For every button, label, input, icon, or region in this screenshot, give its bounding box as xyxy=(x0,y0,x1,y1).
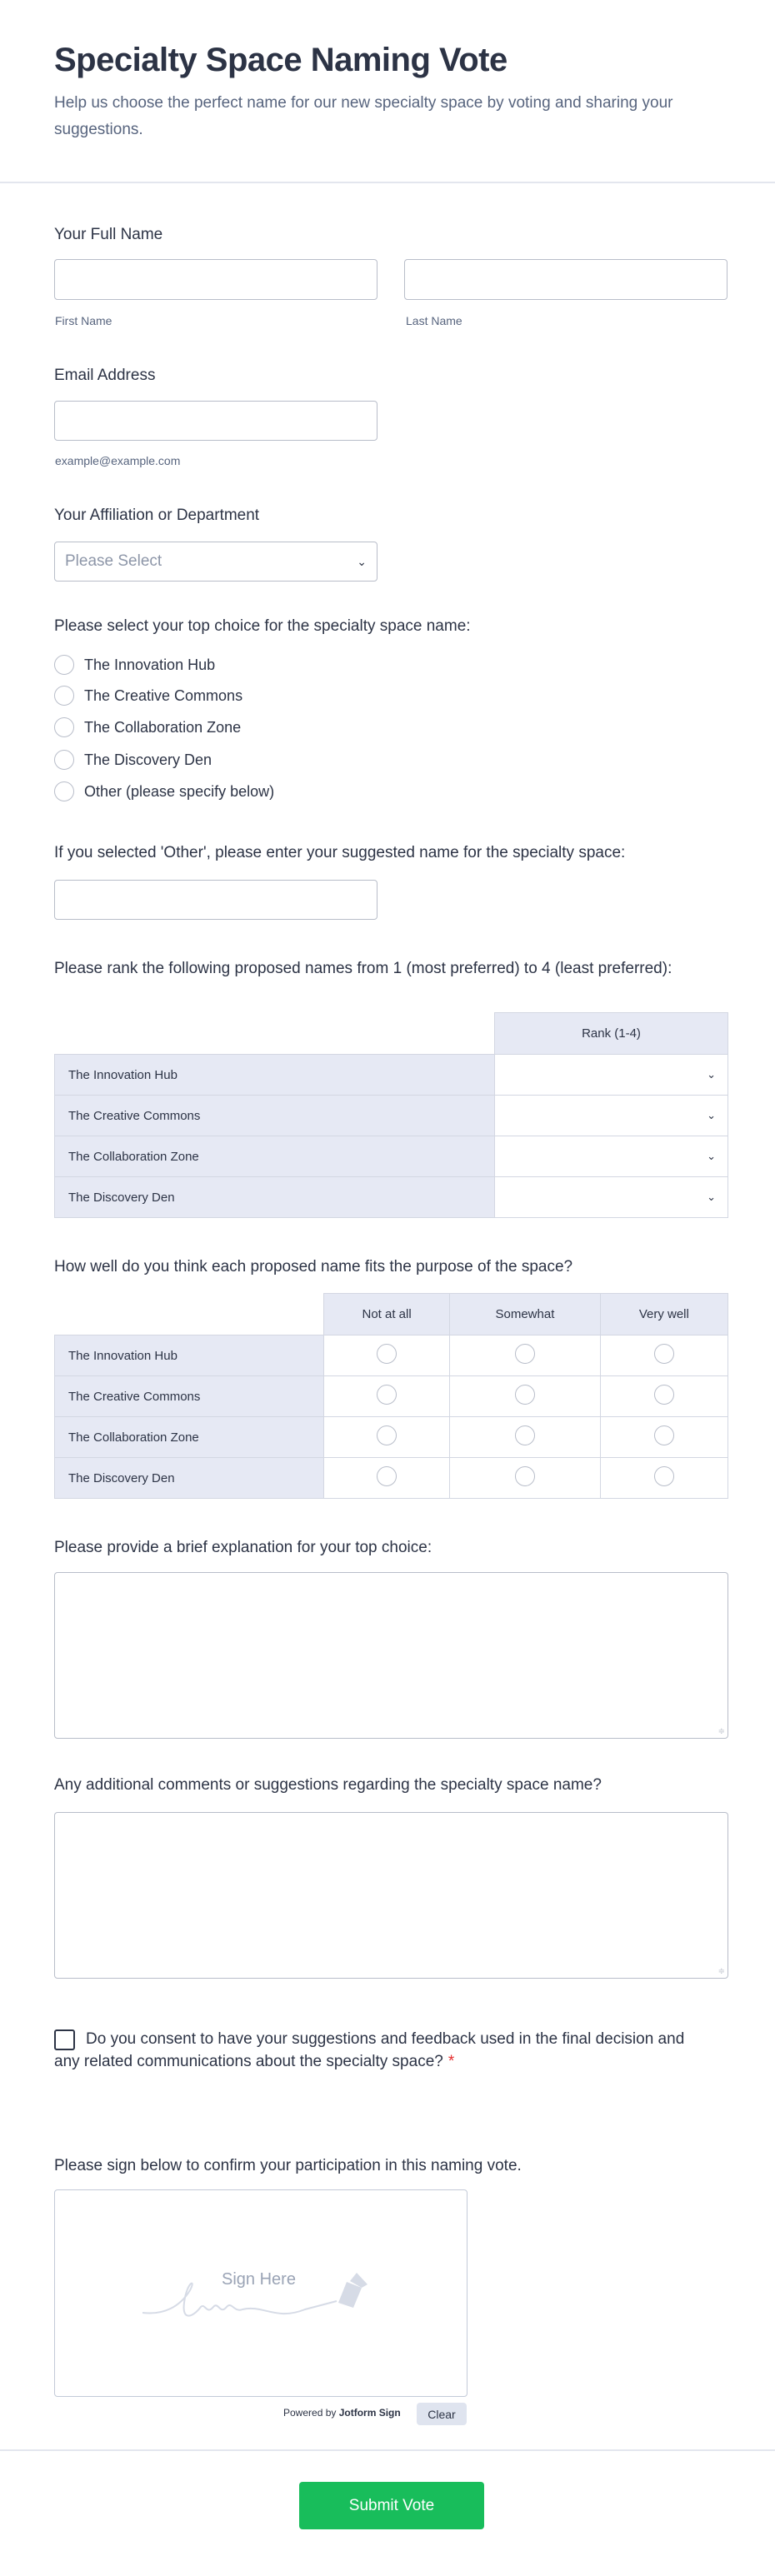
rank-select[interactable] xyxy=(495,1055,728,1096)
radio-button[interactable] xyxy=(377,1385,397,1405)
table-row xyxy=(55,1376,728,1417)
option-label: The Discovery Den xyxy=(84,751,212,768)
last-name-input[interactable] xyxy=(404,259,728,300)
rank-label: Please rank the following proposed names from 1 (most preferred) to 4 (least preferred): xyxy=(54,960,672,977)
table-row xyxy=(55,1177,728,1218)
option-label: Other (please specify below) xyxy=(84,782,275,800)
explanation-label: Please provide a brief explanation for your top choice: xyxy=(54,1539,432,1556)
radio-button[interactable] xyxy=(654,1385,674,1405)
footer-divider xyxy=(0,2449,775,2451)
row-label: The Discovery Den xyxy=(55,1177,495,1218)
comments-textarea[interactable] xyxy=(54,1812,728,1979)
table-row xyxy=(55,1096,728,1136)
option-label: The Collaboration Zone xyxy=(84,718,242,736)
jotform-sign-brand[interactable]: Jotform Sign xyxy=(338,2407,401,2419)
powered-by-text: Powered by xyxy=(283,2407,337,2419)
email-label: Email Address xyxy=(54,367,156,384)
row-label: The Creative Commons xyxy=(55,1096,495,1136)
required-asterisk: * xyxy=(448,2053,455,2070)
radio-button[interactable] xyxy=(54,717,74,737)
table-row xyxy=(55,1417,728,1458)
other-name-input[interactable] xyxy=(54,880,378,920)
chevron-down-icon: ⌄ xyxy=(707,1150,716,1162)
chevron-down-icon: ⌄ xyxy=(707,1068,716,1081)
affiliation-label: Your Affiliation or Department xyxy=(54,507,260,524)
radio-button[interactable] xyxy=(515,1344,535,1364)
column-header: Not at all xyxy=(324,1294,450,1335)
radio-button[interactable] xyxy=(515,1425,535,1445)
signature-pad[interactable] xyxy=(54,2189,468,2397)
option-label: The Creative Commons xyxy=(84,686,243,704)
column-header: Very well xyxy=(600,1294,728,1335)
radio-button[interactable] xyxy=(54,750,74,770)
resize-handle-icon[interactable]: ≑ xyxy=(718,1967,725,1976)
row-label: The Creative Commons xyxy=(55,1376,324,1417)
powered-by xyxy=(283,2407,401,2419)
column-header: Somewhat xyxy=(450,1294,601,1335)
radio-button[interactable] xyxy=(54,686,74,706)
rank-select[interactable] xyxy=(495,1136,728,1177)
rank-column-header: Rank (1-4) xyxy=(495,1013,728,1055)
signature-label: Please sign below to confirm your participation in this naming vote. xyxy=(54,2157,522,2174)
option-label: The Innovation Hub xyxy=(84,656,216,673)
row-label: The Innovation Hub xyxy=(55,1335,324,1376)
explanation-textarea[interactable] xyxy=(54,1572,728,1739)
rank-table xyxy=(54,1012,728,1218)
radio-button[interactable] xyxy=(515,1466,535,1486)
top-choice-option[interactable] xyxy=(54,750,212,770)
table-row xyxy=(55,1055,728,1096)
rank-select[interactable] xyxy=(495,1177,728,1218)
radio-button[interactable] xyxy=(654,1344,674,1364)
submit-button[interactable]: Submit Vote xyxy=(299,2482,484,2529)
sign-here-placeholder: Sign Here xyxy=(222,2270,296,2289)
full-name-label: Your Full Name xyxy=(54,226,163,243)
consent-text: Do you consent to have your suggestions and feedback used in the final decision and any related communications about the specialty space? xyxy=(54,2030,685,2070)
clear-signature-button[interactable]: Clear xyxy=(417,2403,467,2425)
fit-table xyxy=(54,1293,728,1499)
page-title: Specialty Space Naming Vote xyxy=(54,42,508,78)
first-name-sublabel: First Name xyxy=(55,314,112,327)
radio-button[interactable] xyxy=(377,1425,397,1445)
top-choice-option[interactable] xyxy=(54,655,215,675)
top-choice-label: Please select your top choice for the specialty space name: xyxy=(54,617,471,635)
radio-button[interactable] xyxy=(377,1344,397,1364)
radio-button[interactable] xyxy=(515,1385,535,1405)
table-row xyxy=(55,1458,728,1499)
chevron-down-icon: ⌄ xyxy=(357,554,367,568)
affiliation-placeholder: Please Select xyxy=(65,552,162,570)
comments-label: Any additional comments or suggestions regarding the specialty space name? xyxy=(54,1776,602,1794)
radio-button[interactable] xyxy=(654,1425,674,1445)
resize-handle-icon[interactable]: ≑ xyxy=(718,1727,725,1736)
last-name-sublabel: Last Name xyxy=(406,314,462,327)
top-choice-option[interactable] xyxy=(54,781,274,801)
table-row xyxy=(55,1335,728,1376)
consent-label xyxy=(54,2028,688,2073)
affiliation-select[interactable] xyxy=(54,542,378,582)
top-choice-option[interactable] xyxy=(54,717,241,737)
table-row xyxy=(55,1136,728,1177)
top-choice-option[interactable] xyxy=(54,686,242,706)
row-label: The Collaboration Zone xyxy=(55,1136,495,1177)
radio-button[interactable] xyxy=(54,655,74,675)
radio-button[interactable] xyxy=(654,1466,674,1486)
first-name-input[interactable] xyxy=(54,259,378,300)
fit-label: How well do you think each proposed name fits the purpose of the space? xyxy=(54,1258,573,1276)
row-label: The Innovation Hub xyxy=(55,1055,495,1096)
signature-pen-icon xyxy=(138,2269,388,2328)
chevron-down-icon: ⌄ xyxy=(707,1191,716,1203)
radio-button[interactable] xyxy=(54,781,74,801)
page-subtitle: Help us choose the perfect name for our new specialty space by voting and sharing your suggestions. xyxy=(54,94,673,138)
email-sublabel: example@example.com xyxy=(55,454,181,467)
row-label: The Discovery Den xyxy=(55,1458,324,1499)
row-label: The Collaboration Zone xyxy=(55,1417,324,1458)
radio-button[interactable] xyxy=(377,1466,397,1486)
chevron-down-icon: ⌄ xyxy=(707,1109,716,1121)
rank-select[interactable] xyxy=(495,1096,728,1136)
email-input[interactable] xyxy=(54,401,378,441)
header-divider xyxy=(0,182,775,183)
other-label: If you selected 'Other', please enter your suggested name for the specialty space: xyxy=(54,844,626,861)
